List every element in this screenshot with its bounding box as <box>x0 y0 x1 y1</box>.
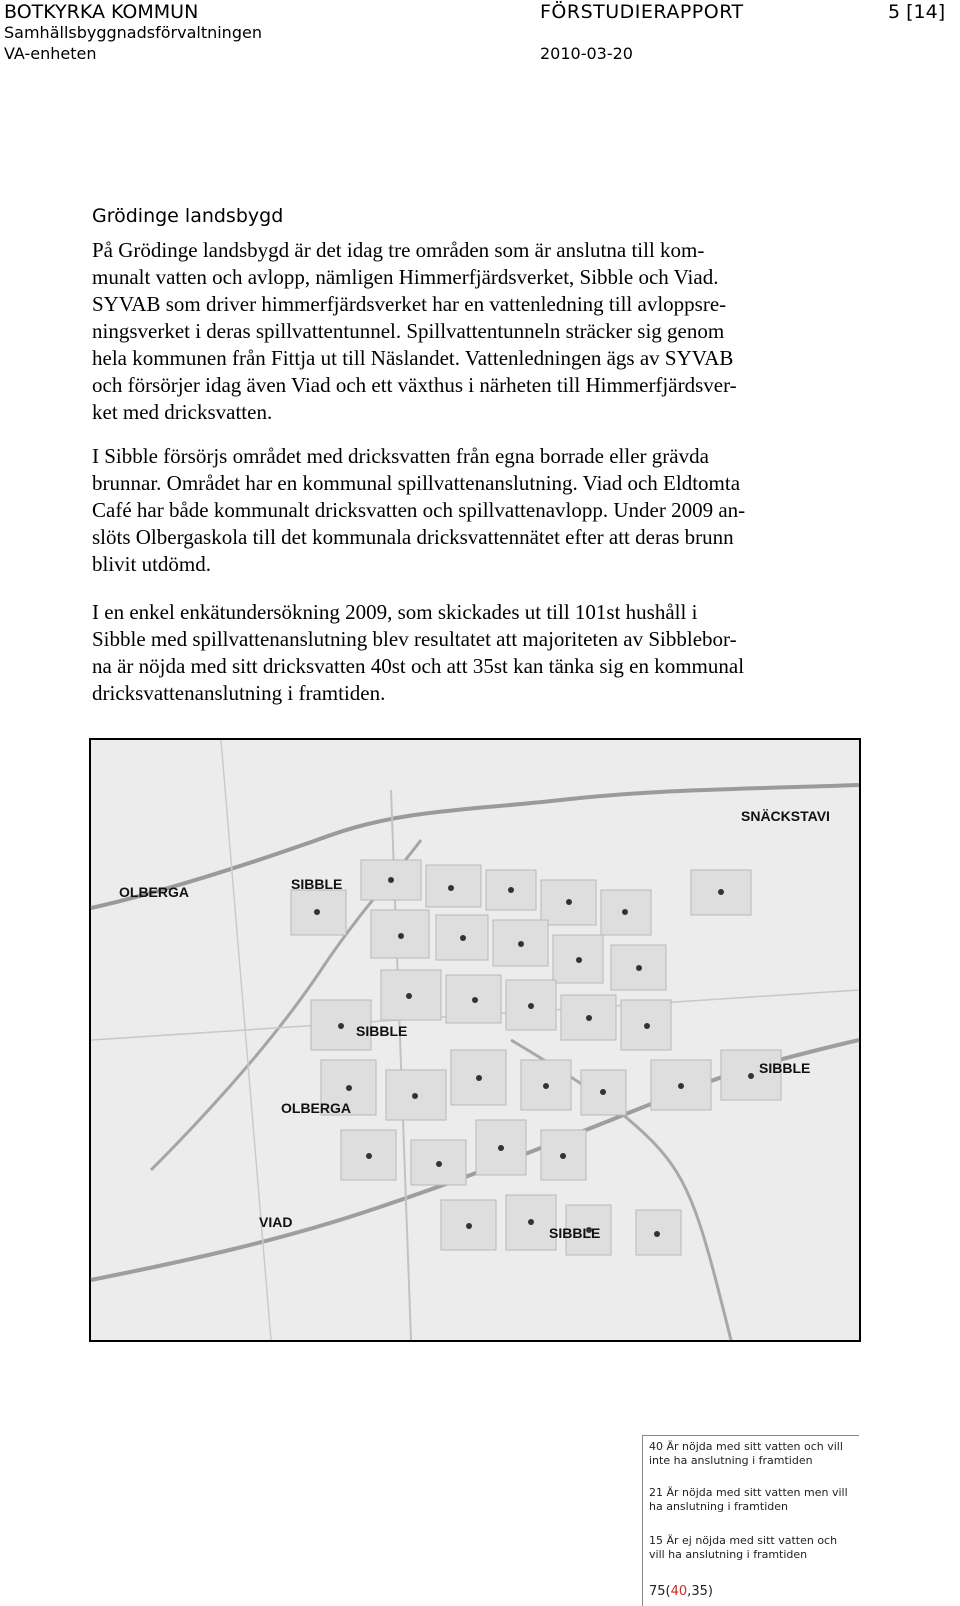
paragraph-line: blivit utdömd. <box>92 552 212 576</box>
paragraph-line: slöts Olbergaskola till det kommunala dricksvattennätet efter att deras brunn <box>92 525 734 549</box>
legend-item-satisfied-no-connection: 40 Är nöjda med sitt vatten och vill inte ha anslutning i framtiden <box>649 1440 843 1467</box>
paragraph-line: SYVAB som driver himmerfjärdsverket har en vattenledning till avloppsre- <box>92 292 727 316</box>
paragraph-line: ket med dricksvatten. <box>92 400 273 424</box>
paragraph-2 <box>92 443 872 578</box>
paragraph-line: I Sibble försörjs området med dricksvatten från egna borrade eller grävda <box>92 444 709 468</box>
paragraph-line: och försörjer idag även Viad och ett växthus i närheten till Himmerfjärdsver- <box>92 373 737 397</box>
legend-total-satisfied: 40 <box>670 1584 688 1599</box>
paragraph-line: dricksvattenanslutning i framtiden. <box>92 681 386 705</box>
report-type: FÖRSTUDIERAPPORT <box>540 1 744 23</box>
survey-map <box>89 738 861 1599</box>
legend-total-separator: , <box>687 1584 692 1599</box>
paragraph-line: munalt vatten och avlopp, nämligen Himmerfjärdsverket, Sibble och Viad. <box>92 265 719 289</box>
paragraph-line: På Grödinge landsbygd är det idag tre områden som är anslutna till kom- <box>92 238 705 262</box>
paragraph-line: hela kommunen från Fittja ut till Näslandet. Vattenledningen ägs av SYVAB <box>92 346 734 370</box>
paragraph-line: na är nöjda med sitt dricksvatten 40st och att 35st kan tänka sig en kommunal <box>92 654 745 678</box>
paragraph-line: Café har både kommunalt dricksvatten och spillvattenavlopp. Under 2009 an- <box>92 498 746 522</box>
page-number: 5 [14] <box>888 1 946 23</box>
section-title: Grödinge landsbygd <box>92 205 284 227</box>
map-label-viad: VIAD <box>259 1214 293 1230</box>
legend-total-want-connection: 35 <box>691 1584 708 1599</box>
paragraph-3 <box>92 599 872 707</box>
department-name: Samhällsbyggnadsförvaltningen <box>4 23 262 42</box>
paragraph-line: I en enkel enkätundersökning 2009, som skickades ut till 101st hushåll i <box>92 600 698 624</box>
legend-total-prefix: 75( <box>649 1584 671 1599</box>
paragraph-line: brunnar. Området har en kommunal spillvattenanslutning. Viad och Eldtomta <box>92 471 741 495</box>
paragraph-1 <box>92 237 872 426</box>
map-graphic <box>91 740 859 1340</box>
map-label-olberga: OLBERGA <box>281 1100 351 1116</box>
paragraph-line: ningsverket i deras spillvattentunnel. Spillvattentunneln sträcker sig genom <box>92 319 725 343</box>
map-label-sibble: SIBBLE <box>759 1060 811 1076</box>
map-label-olberga: OLBERGA <box>119 884 189 900</box>
legend-item-unsatisfied-want-connection: 15 Är ej nöjda med sitt vatten och vill ha anslutning i framtiden <box>649 1534 838 1561</box>
organization-name: BOTKYRKA KOMMUN <box>4 1 199 23</box>
legend-item-satisfied-want-connection: 21 Är nöjda med sitt vatten men vill ha anslutning i framtiden <box>649 1486 848 1513</box>
legend-total-suffix: ) <box>707 1584 713 1599</box>
unit-name: VA-enheten <box>4 44 97 63</box>
report-date: 2010-03-20 <box>540 44 633 63</box>
map-label-sibble: SIBBLE <box>291 876 343 892</box>
map-legend <box>642 1435 859 1606</box>
map-label-snackstavi: SNÄCKSTAVI <box>741 808 830 824</box>
legend-total <box>649 1584 713 1599</box>
map-label-sibble: SIBBLE <box>356 1023 408 1039</box>
paragraph-line: Sibble med spillvattenanslutning blev resultatet att majoriteten av Sibblebor- <box>92 627 737 651</box>
map-label-sibble: SIBBLE <box>549 1225 601 1241</box>
